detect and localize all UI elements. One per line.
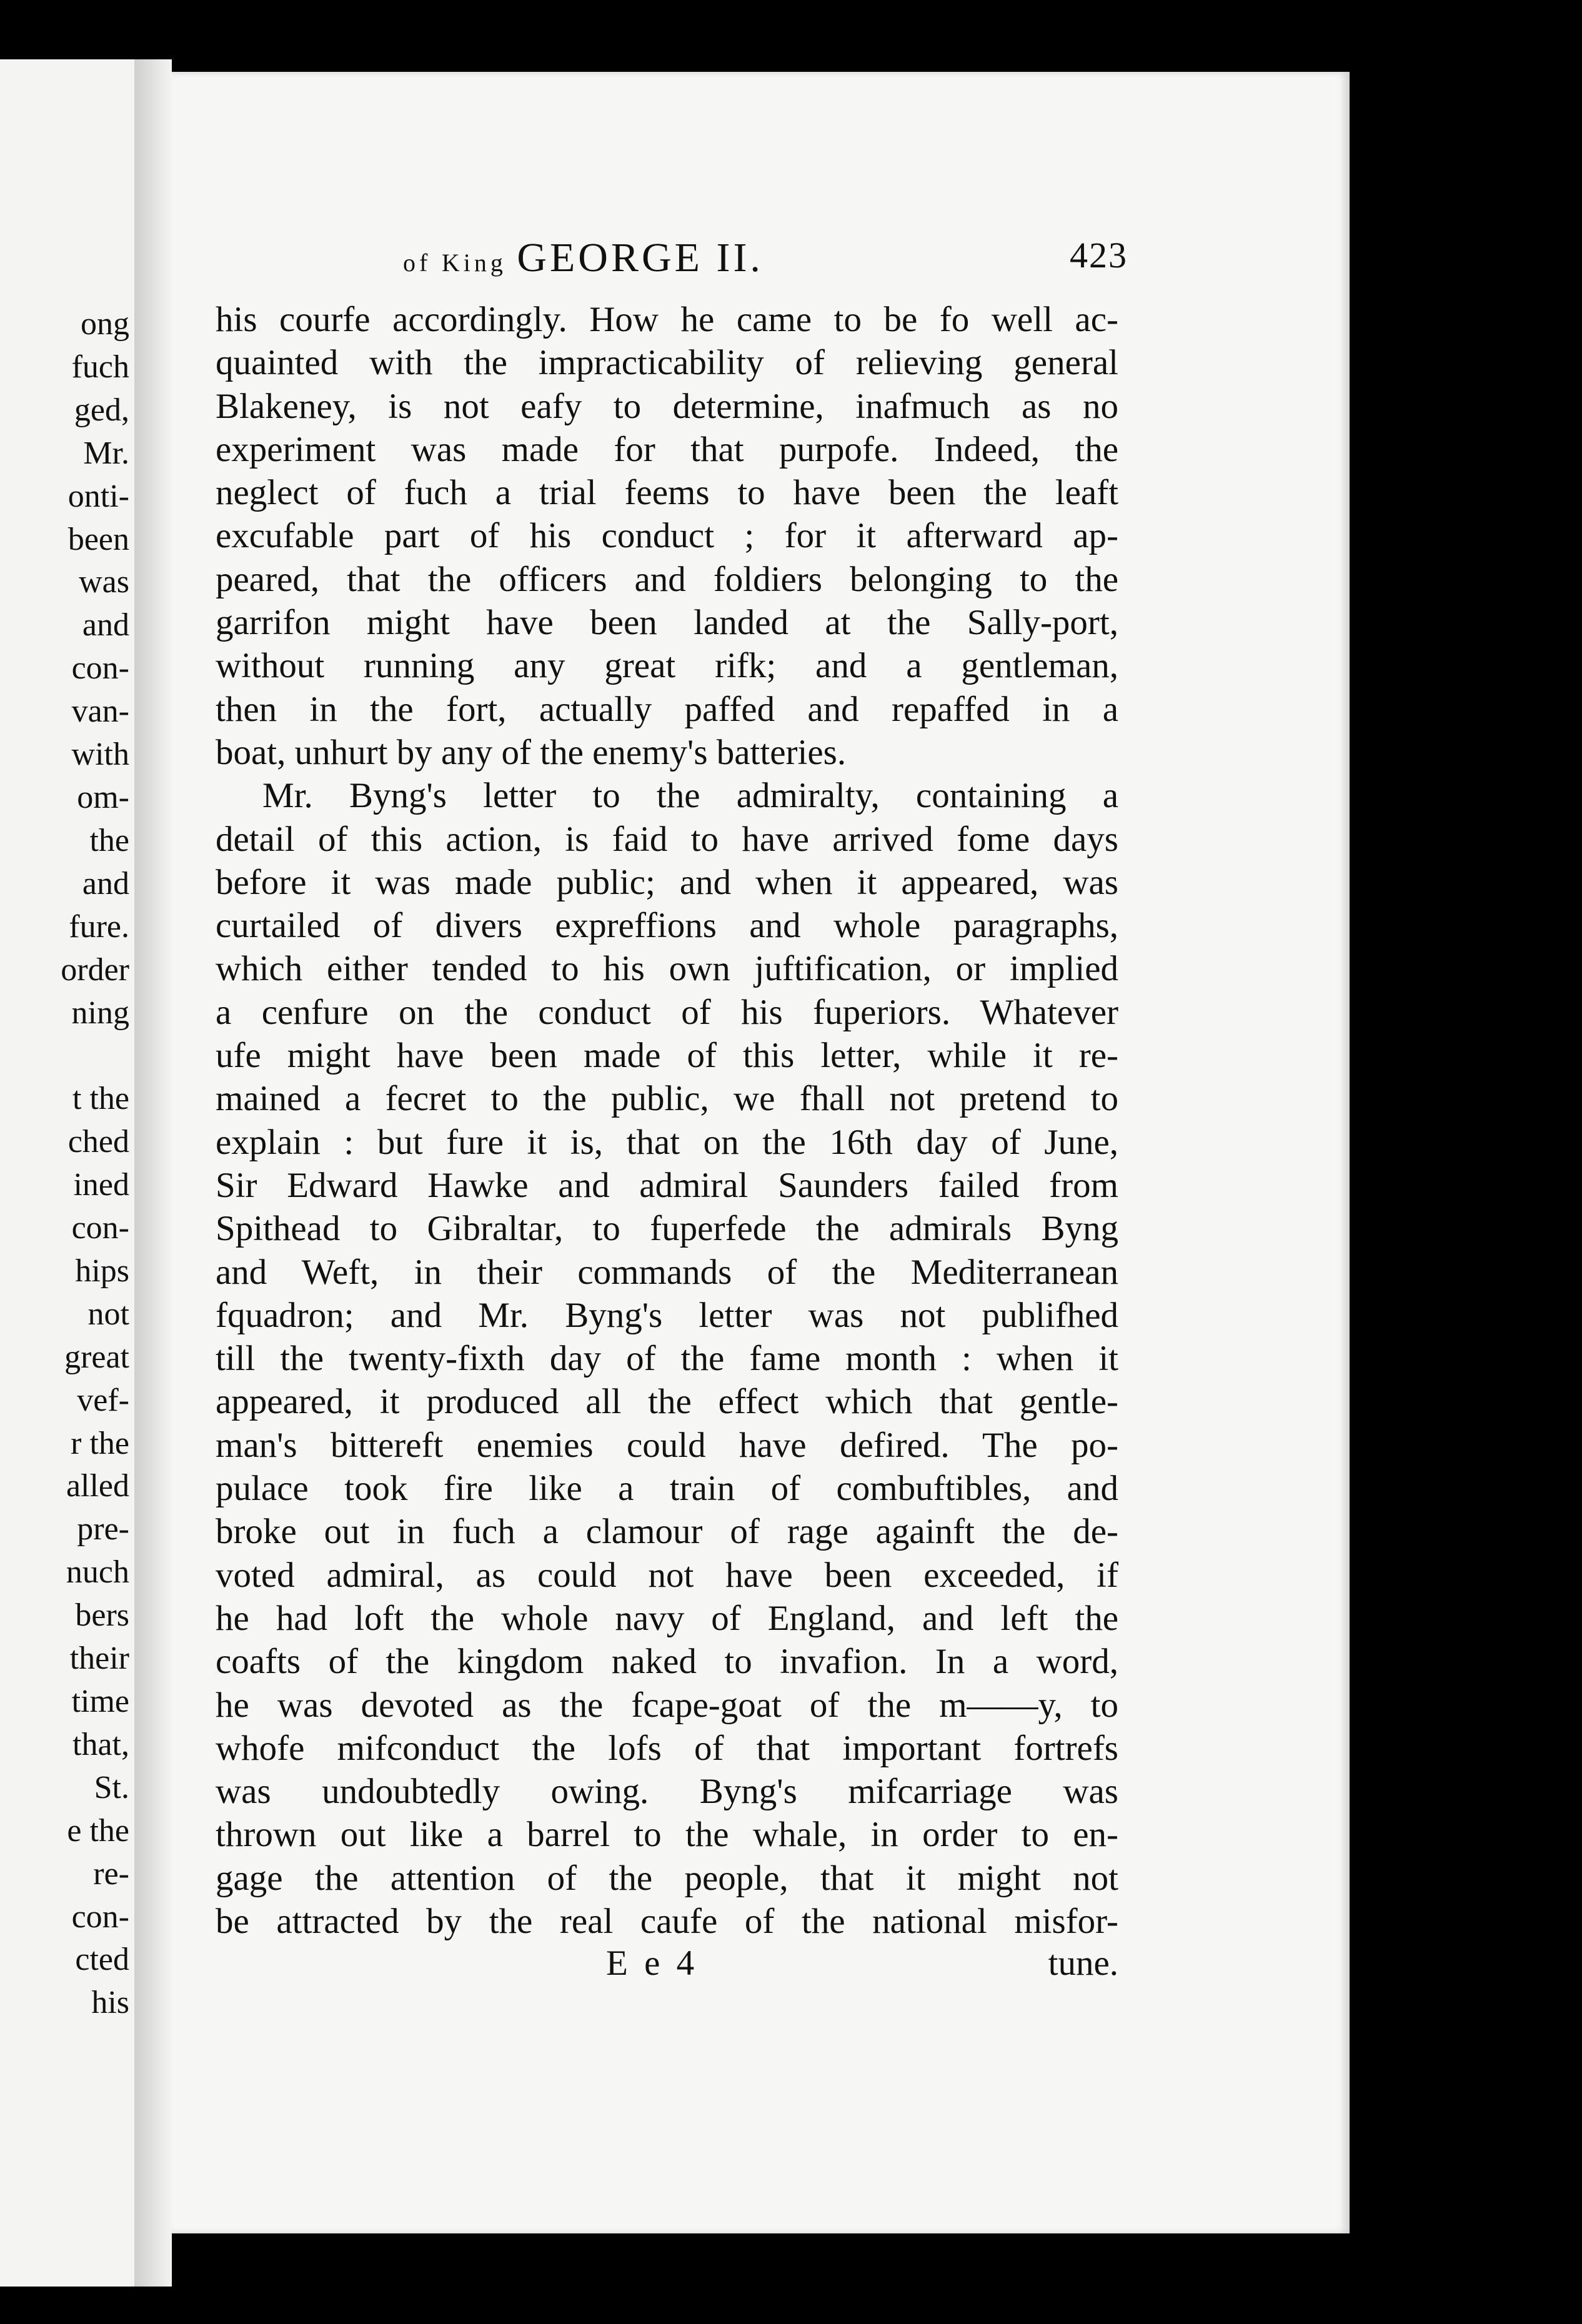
facing-page-fragment: the	[89, 822, 129, 858]
facing-page-fragment: onti-	[67, 478, 129, 514]
signature-mark: E e 4	[606, 1944, 699, 1983]
text-line: gage the attention of the people, that it might not	[216, 1858, 1118, 1898]
text-line: whofe mifconduct the lofs of that important fortrefs	[216, 1728, 1118, 1768]
facing-page-fragment: time	[71, 1684, 129, 1719]
text-line: a cenfure on the conduct of his fuperiors. Whatever	[216, 992, 1118, 1032]
text-line: till the twenty-fixth day of the fame month : when it	[216, 1339, 1118, 1379]
text-line: Blakeney, is not eafy to determine, inafmuch as no	[216, 386, 1118, 426]
facing-page-fragment: t the	[72, 1081, 129, 1117]
text-line: be attracted by the real caufe of the national misfor-	[216, 1901, 1118, 1941]
text-line: which either tended to his own juftification, or implied	[216, 949, 1118, 989]
facing-page-fragment: re-	[93, 1855, 129, 1892]
text-line: his courfe accordingly. How he came to be fo well ac-	[216, 300, 1118, 339]
facing-page-fragment: been	[67, 521, 129, 557]
facing-page-fragment	[61, 1035, 129, 1078]
facing-page-fragment: Mr.	[83, 435, 129, 471]
book-gutter	[134, 59, 172, 2287]
facing-page-fragment: order	[61, 951, 129, 988]
text-line: explain : but fure it is, that on the 16th day of June,	[216, 1122, 1118, 1162]
facing-page-fragment: fuch	[71, 349, 129, 385]
running-head	[228, 234, 1128, 284]
text-line: coafts of the kingdom naked to invafion. In a word,	[216, 1642, 1118, 1682]
text-line: broke out in fuch a clamour of rage againft the de-	[216, 1512, 1118, 1552]
facing-page-fragment: om-	[77, 779, 129, 815]
running-head-of: of	[403, 249, 432, 277]
text-line: voted admiral, as could not have been exceeded, if	[216, 1555, 1118, 1595]
text-line: without running any great rifk; and a gentleman,	[216, 646, 1118, 686]
text-line: man's bittereft enemies could have defired. The po-	[216, 1425, 1118, 1465]
facing-page-fragment: ning	[71, 995, 129, 1031]
running-head-george: GEORGE II.	[517, 235, 764, 281]
text-line: peared, that the officers and foldiers belonging to the	[216, 559, 1118, 599]
text-line: pulace took fire like a train of combuftibles, and	[216, 1469, 1118, 1509]
facing-page-fragment: pre-	[77, 1511, 129, 1547]
paragraph	[216, 298, 1118, 774]
text-line: mained a fecret to the public, we fhall not pretend to	[216, 1079, 1118, 1119]
facing-page-fragment: not	[87, 1296, 129, 1332]
facing-page-fragments	[61, 303, 129, 2025]
text-line: he had loft the whole navy of England, and left the	[216, 1598, 1118, 1638]
facing-page-fragment: vef-	[77, 1382, 129, 1418]
facing-page-fragment: ined	[73, 1167, 129, 1203]
text-line: ufe might have been made of this letter, while it re-	[216, 1036, 1118, 1076]
facing-page-fragment: con-	[71, 650, 129, 687]
text-line: appeared, it produced all the effect which that gentle-	[216, 1382, 1118, 1422]
facing-page-fragment: ong	[81, 306, 129, 342]
text-line: quainted with the impracticability of relieving general	[216, 343, 1118, 383]
text-line: curtailed of divers expreffions and whole paragraphs,	[216, 906, 1118, 946]
facing-page-fragment: with	[71, 737, 129, 773]
running-head-title	[403, 234, 764, 282]
facing-page-fragment: was	[79, 564, 129, 600]
text-line: boat, unhurt by any of the enemy's batteries.	[216, 732, 847, 772]
facing-page-fragment: and	[82, 607, 129, 643]
text-line: and Weft, in their commands of the Mediterranean	[216, 1252, 1118, 1292]
facing-page-fragment: cted	[75, 1942, 129, 1978]
facing-page-fragment: St.	[94, 1769, 129, 1805]
text-line: Sir Edward Hawke and admiral Saunders failed from	[216, 1165, 1118, 1205]
text-line: fquadron; and Mr. Byng's letter was not publifhed	[216, 1295, 1118, 1335]
body-text	[216, 298, 1118, 1943]
text-line: neglect of fuch a trial feems to have been the leaft	[216, 473, 1118, 513]
text-line: experiment was made for that purpofe. Indeed, the	[216, 429, 1118, 469]
running-head-king: King	[441, 249, 507, 277]
facing-page-fragment: great	[64, 1339, 129, 1375]
facing-page-fragment: their	[69, 1641, 129, 1677]
text-line: he was devoted as the fcape-goat of the m——y, to	[216, 1685, 1118, 1725]
text-line: Spithead to Gibraltar, to fuperfede the admirals Byng	[216, 1209, 1118, 1249]
text-line: excufable part of his conduct ; for it afterward ap-	[216, 516, 1118, 556]
paragraph	[216, 774, 1118, 1943]
facing-page-fragment: con-	[71, 1210, 129, 1246]
facing-page-fragment: and	[82, 865, 129, 901]
text-line: before it was made public; and when it appeared, was	[216, 862, 1118, 902]
page-footer	[216, 1943, 1118, 1987]
facing-page-fragment: r the	[71, 1425, 129, 1461]
facing-page-fragment: alled	[66, 1468, 129, 1504]
facing-page-fragment: ged,	[74, 392, 129, 428]
text-line: Mr. Byng's letter to the admiralty, containing a	[262, 776, 1118, 816]
facing-page-fragment: fure.	[69, 908, 129, 945]
facing-page-fragment: van-	[71, 693, 129, 730]
text-line: garrifon might have been landed at the Sally-port,	[216, 603, 1118, 643]
page-number: 423	[1070, 235, 1128, 276]
facing-page-edge	[0, 59, 134, 2287]
facing-page-fragment: ched	[67, 1124, 129, 1160]
text-line: thrown out like a barrel to the whale, in order to en-	[216, 1815, 1118, 1855]
text-line: then in the fort, actually paffed and repaffed in a	[216, 689, 1118, 729]
text-line: detail of this action, is faid to have arrived fome days	[216, 819, 1118, 859]
facing-page-fragment: e the	[67, 1812, 129, 1849]
facing-page-fragment: his	[91, 1985, 129, 2021]
facing-page-fragment: bers	[75, 1597, 129, 1634]
facing-page-fragment: con-	[71, 1899, 129, 1935]
text-line: was undoubtedly owing. Byng's mifcarriage was	[216, 1772, 1118, 1812]
catchword: tune.	[1048, 1944, 1118, 1983]
facing-page-fragment: hips	[75, 1253, 129, 1289]
facing-page-fragment: nuch	[66, 1554, 129, 1591]
facing-page-fragment: that,	[72, 1726, 129, 1762]
